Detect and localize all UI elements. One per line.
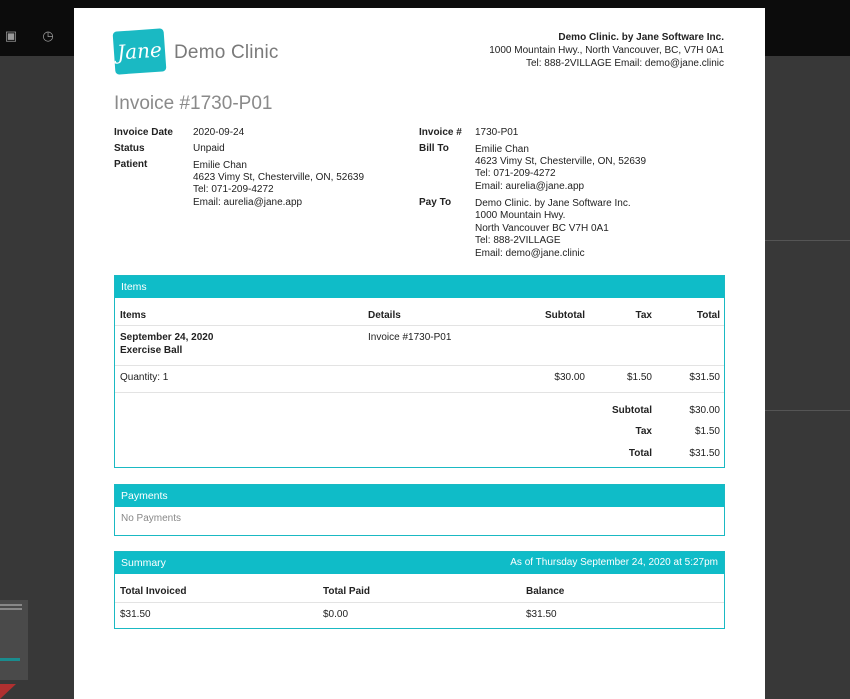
pay-to-street: 1000 Mountain Hwy. bbox=[475, 210, 566, 221]
pay-to-email: Email: demo@jane.clinic bbox=[475, 248, 585, 259]
patient-name: Emilie Chan bbox=[193, 160, 247, 171]
totals-subtotal-value: $30.00 bbox=[689, 405, 720, 416]
row-divider bbox=[115, 602, 724, 603]
status-value: Unpaid bbox=[193, 143, 225, 154]
bill-to-address: 4623 Vimy St, Chesterville, ON, 52639 bbox=[475, 156, 647, 167]
summary-header-invoiced: Total Invoiced bbox=[120, 586, 187, 597]
items-section-header bbox=[115, 276, 724, 298]
column-header-total: Total bbox=[696, 310, 720, 321]
payments-section-header bbox=[115, 485, 724, 507]
item-subtotal: $30.00 bbox=[554, 372, 585, 383]
pay-to-city: North Vancouver BC V7H 0A1 bbox=[475, 223, 609, 234]
background-badge bbox=[0, 684, 16, 699]
totals-total-value: $31.50 bbox=[689, 448, 720, 459]
column-header-items: Items bbox=[120, 310, 147, 321]
summary-as-of: As of Thursday September 24, 2020 at 5:27pm bbox=[510, 557, 718, 568]
pay-to-name: Demo Clinic. by Jane Software Inc. bbox=[475, 198, 631, 209]
background-side-panel bbox=[0, 600, 28, 680]
item-date: September 24, 2020 bbox=[120, 332, 214, 343]
summary-section-title: Summary bbox=[121, 557, 166, 569]
totals-subtotal-label: Subtotal bbox=[612, 405, 652, 416]
jane-logo: Jane bbox=[113, 28, 167, 74]
summary-header-paid: Total Paid bbox=[323, 586, 371, 597]
summary-value-balance: $31.50 bbox=[526, 609, 557, 620]
invoice-number-value: 1730-P01 bbox=[475, 127, 519, 138]
summary-section bbox=[114, 551, 725, 629]
item-total: $31.50 bbox=[689, 372, 720, 383]
bill-to-tel: Tel: 071-209-4272 bbox=[475, 168, 556, 179]
items-section bbox=[114, 275, 725, 468]
clock-icon: ◷ bbox=[42, 28, 54, 43]
summary-value-invoiced: $31.50 bbox=[120, 609, 151, 620]
clinic-name: Demo Clinic bbox=[174, 42, 279, 63]
no-payments-text: No Payments bbox=[121, 513, 182, 524]
company-name: Demo Clinic. by Jane Software Inc. bbox=[558, 32, 724, 43]
totals-total-label: Total bbox=[628, 448, 652, 459]
item-details: Invoice #1730-P01 bbox=[368, 332, 452, 343]
company-info bbox=[489, 31, 724, 70]
invoice-number-label: Invoice # bbox=[419, 127, 462, 138]
patient-tel: Tel: 071-209-4272 bbox=[193, 184, 274, 195]
column-header-details: Details bbox=[368, 310, 401, 321]
invoice-date-value: 2020-09-24 bbox=[193, 127, 245, 138]
item-tax: $1.50 bbox=[626, 372, 652, 383]
payments-section-title: Payments bbox=[121, 490, 168, 502]
company-contact: Tel: 888-2VILLAGE Email: demo@jane.clinic bbox=[525, 58, 724, 69]
column-header-tax: Tax bbox=[635, 310, 652, 321]
item-product: Exercise Ball bbox=[120, 345, 183, 356]
inbox-icon: ▣ bbox=[4, 28, 18, 43]
pay-to-tel: Tel: 888-2VILLAGE bbox=[475, 235, 561, 246]
invoice-document bbox=[74, 8, 765, 699]
pay-to-label: Pay To bbox=[419, 197, 452, 208]
bill-to-label: Bill To bbox=[419, 143, 449, 154]
patient-email: Email: aurelia@jane.app bbox=[193, 197, 303, 208]
row-divider bbox=[115, 365, 724, 366]
column-header-subtotal: Subtotal bbox=[545, 310, 585, 321]
invoice-date-label: Invoice Date bbox=[114, 127, 173, 138]
bill-to-name: Emilie Chan bbox=[475, 144, 529, 155]
item-quantity: Quantity: 1 bbox=[120, 372, 169, 383]
totals-tax-label: Tax bbox=[635, 426, 652, 437]
status-label: Status bbox=[114, 143, 145, 154]
summary-header-balance: Balance bbox=[526, 586, 565, 597]
background-divider bbox=[765, 410, 850, 411]
patient-address: 4623 Vimy St, Chesterville, ON, 52639 bbox=[193, 172, 365, 183]
invoice-meta-right bbox=[419, 127, 719, 267]
invoice-meta-left bbox=[114, 127, 414, 217]
row-divider bbox=[115, 325, 724, 326]
summary-value-paid: $0.00 bbox=[323, 609, 349, 620]
bill-to-email: Email: aurelia@jane.app bbox=[475, 181, 585, 192]
invoice-title: Invoice #1730-P01 bbox=[114, 93, 273, 114]
row-divider bbox=[115, 392, 724, 393]
background-divider bbox=[765, 240, 850, 241]
summary-section-header bbox=[115, 552, 724, 574]
payments-section bbox=[114, 484, 725, 536]
totals-tax-value: $1.50 bbox=[694, 426, 720, 437]
company-address: 1000 Mountain Hwy., North Vancouver, BC, V7H 0A1 bbox=[489, 45, 724, 56]
items-section-title: Items bbox=[121, 281, 147, 293]
patient-label: Patient bbox=[114, 159, 148, 170]
